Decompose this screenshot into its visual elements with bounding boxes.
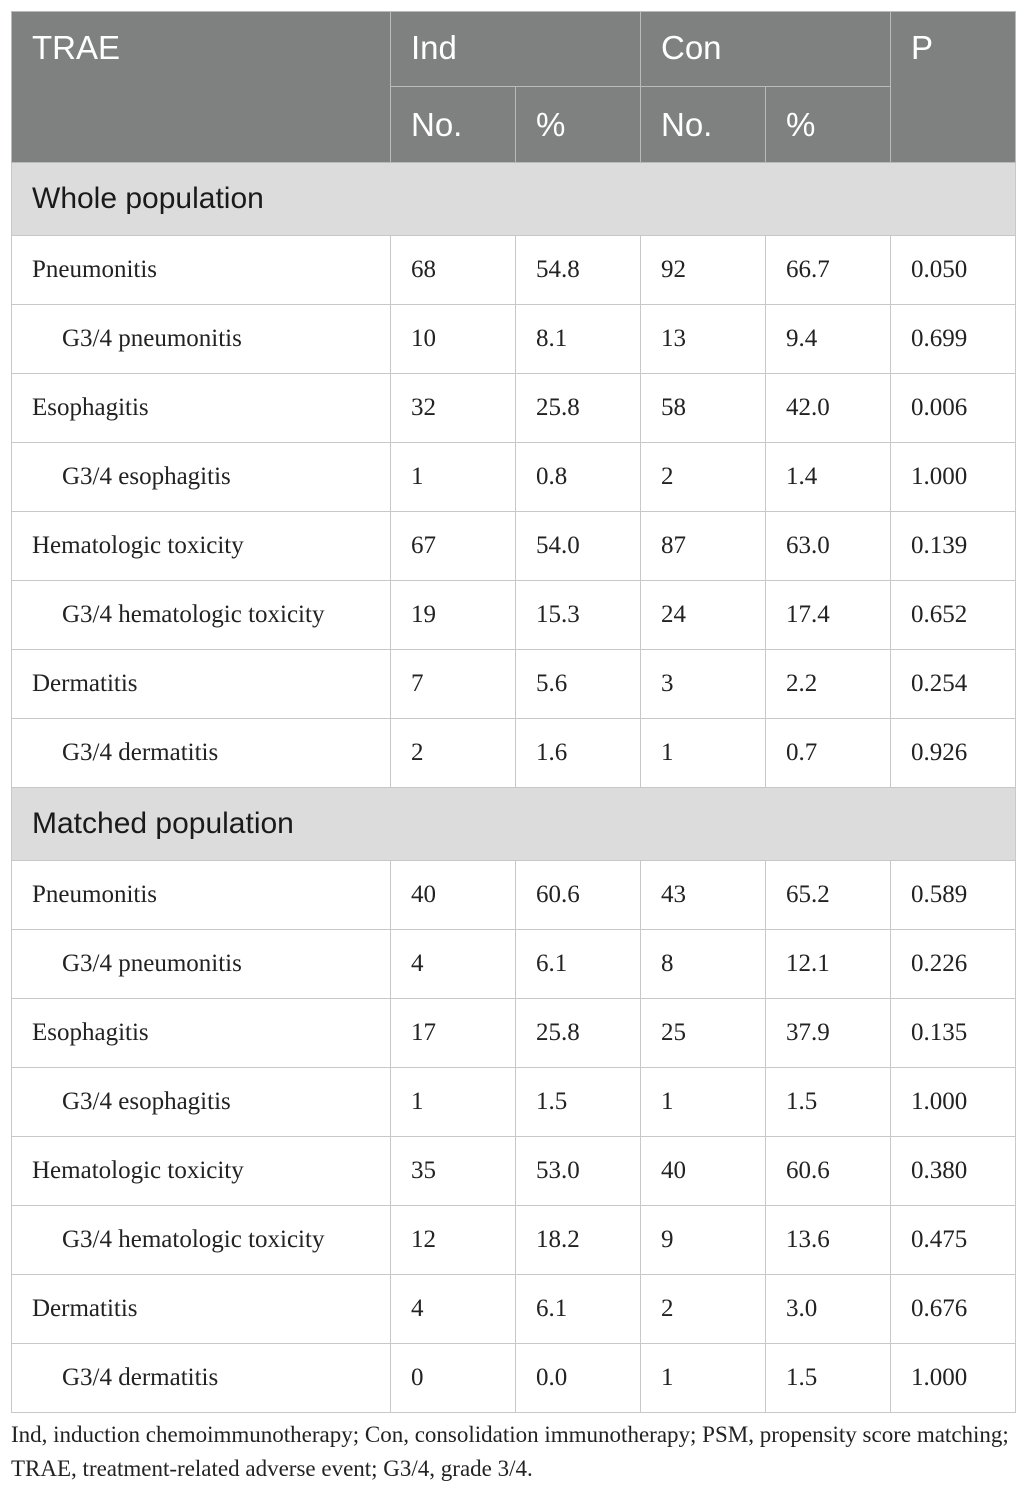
cell-ind-pct: 0.8 [516,443,641,512]
cell-con-pct: 1.5 [766,1068,891,1137]
cell-ind-pct: 15.3 [516,581,641,650]
section-row [12,163,1016,236]
header-con-no: No. [641,87,766,163]
cell-con-no: 9 [641,1206,766,1275]
cell-ind-no: 12 [391,1206,516,1275]
cell-con-pct: 9.4 [766,305,891,374]
trae-table-container [11,11,1015,1413]
cell-p: 0.652 [891,581,1016,650]
header-con-pct: % [766,87,891,163]
cell-con-no: 87 [641,512,766,581]
cell-con-pct: 0.7 [766,719,891,788]
cell-con-no: 8 [641,930,766,999]
table-row [12,1137,1016,1206]
cell-trae: G3/4 esophagitis [12,1068,391,1137]
table-body [12,163,1016,1413]
section-title: Whole population [12,163,1016,236]
cell-ind-no: 7 [391,650,516,719]
cell-ind-no: 4 [391,1275,516,1344]
cell-trae: Hematologic toxicity [12,1137,391,1206]
cell-trae: G3/4 hematologic toxicity [12,581,391,650]
cell-ind-no: 17 [391,999,516,1068]
cell-con-pct: 1.4 [766,443,891,512]
cell-ind-no: 10 [391,305,516,374]
cell-ind-pct: 5.6 [516,650,641,719]
cell-con-pct: 2.2 [766,650,891,719]
table-row [12,305,1016,374]
cell-trae: G3/4 hematologic toxicity [12,1206,391,1275]
cell-trae: G3/4 dermatitis [12,1344,391,1413]
cell-ind-no: 67 [391,512,516,581]
cell-p: 0.139 [891,512,1016,581]
cell-con-pct: 17.4 [766,581,891,650]
cell-ind-pct: 18.2 [516,1206,641,1275]
cell-ind-no: 35 [391,1137,516,1206]
table-row [12,512,1016,581]
cell-con-pct: 37.9 [766,999,891,1068]
header-ind-pct: % [516,87,641,163]
cell-con-no: 1 [641,719,766,788]
cell-ind-pct: 25.8 [516,999,641,1068]
cell-ind-pct: 6.1 [516,930,641,999]
cell-trae: G3/4 pneumonitis [12,305,391,374]
cell-trae: G3/4 dermatitis [12,719,391,788]
cell-p: 0.475 [891,1206,1016,1275]
cell-con-no: 13 [641,305,766,374]
cell-con-no: 25 [641,999,766,1068]
table-row [12,930,1016,999]
table-row [12,236,1016,305]
cell-ind-no: 4 [391,930,516,999]
cell-con-no: 58 [641,374,766,443]
table-row [12,650,1016,719]
cell-p: 0.135 [891,999,1016,1068]
cell-p: 1.000 [891,1068,1016,1137]
cell-trae: Esophagitis [12,999,391,1068]
table-row [12,443,1016,512]
table-row [12,861,1016,930]
header-p: P [891,12,1016,163]
cell-p: 0.050 [891,236,1016,305]
cell-p: 0.006 [891,374,1016,443]
cell-ind-pct: 54.0 [516,512,641,581]
cell-ind-pct: 0.0 [516,1344,641,1413]
cell-ind-no: 32 [391,374,516,443]
cell-ind-pct: 54.8 [516,236,641,305]
header-ind: Ind [391,12,641,87]
cell-con-pct: 63.0 [766,512,891,581]
cell-trae: Pneumonitis [12,861,391,930]
cell-con-no: 40 [641,1137,766,1206]
cell-con-pct: 42.0 [766,374,891,443]
header-ind-no: No. [391,87,516,163]
cell-trae: Pneumonitis [12,236,391,305]
table-row [12,1068,1016,1137]
cell-con-no: 92 [641,236,766,305]
cell-p: 0.676 [891,1275,1016,1344]
table-row [12,374,1016,443]
cell-con-pct: 60.6 [766,1137,891,1206]
cell-con-pct: 3.0 [766,1275,891,1344]
cell-ind-no: 2 [391,719,516,788]
cell-ind-pct: 53.0 [516,1137,641,1206]
cell-p: 0.254 [891,650,1016,719]
cell-ind-no: 0 [391,1344,516,1413]
cell-con-no: 24 [641,581,766,650]
cell-trae: Dermatitis [12,650,391,719]
cell-ind-pct: 8.1 [516,305,641,374]
cell-ind-pct: 1.5 [516,1068,641,1137]
cell-con-no: 1 [641,1344,766,1413]
header-con: Con [641,12,891,87]
cell-trae: Hematologic toxicity [12,512,391,581]
header-trae: TRAE [12,12,391,163]
table-footnote: Ind, induction chemoimmunotherapy; Con, consolidation immunotherapy; PSM, propensity score matching; TRAE, treatment-related adverse event; G3/4, grade 3/4. [11,1422,1009,1481]
table-row [12,719,1016,788]
table-row [12,581,1016,650]
cell-ind-no: 1 [391,443,516,512]
cell-p: 0.226 [891,930,1016,999]
cell-con-pct: 65.2 [766,861,891,930]
cell-con-no: 2 [641,1275,766,1344]
cell-p: 1.000 [891,1344,1016,1413]
cell-trae: G3/4 pneumonitis [12,930,391,999]
cell-p: 0.589 [891,861,1016,930]
cell-trae: Dermatitis [12,1275,391,1344]
table-row [12,1275,1016,1344]
cell-ind-no: 40 [391,861,516,930]
cell-con-pct: 66.7 [766,236,891,305]
cell-con-pct: 1.5 [766,1344,891,1413]
cell-p: 0.380 [891,1137,1016,1206]
table-header [12,12,1016,163]
table-row [12,1206,1016,1275]
cell-ind-pct: 25.8 [516,374,641,443]
table-row [12,999,1016,1068]
cell-ind-pct: 1.6 [516,719,641,788]
cell-con-no: 1 [641,1068,766,1137]
table-row [12,1344,1016,1413]
cell-trae: G3/4 esophagitis [12,443,391,512]
cell-p: 1.000 [891,443,1016,512]
cell-con-no: 43 [641,861,766,930]
trae-table [11,11,1016,1413]
cell-ind-no: 19 [391,581,516,650]
cell-p: 0.699 [891,305,1016,374]
cell-con-pct: 13.6 [766,1206,891,1275]
section-title: Matched population [12,788,1016,861]
cell-con-no: 2 [641,443,766,512]
cell-con-pct: 12.1 [766,930,891,999]
cell-ind-pct: 6.1 [516,1275,641,1344]
cell-ind-no: 1 [391,1068,516,1137]
cell-ind-no: 68 [391,236,516,305]
cell-ind-pct: 60.6 [516,861,641,930]
section-row [12,788,1016,861]
cell-con-no: 3 [641,650,766,719]
cell-p: 0.926 [891,719,1016,788]
cell-trae: Esophagitis [12,374,391,443]
